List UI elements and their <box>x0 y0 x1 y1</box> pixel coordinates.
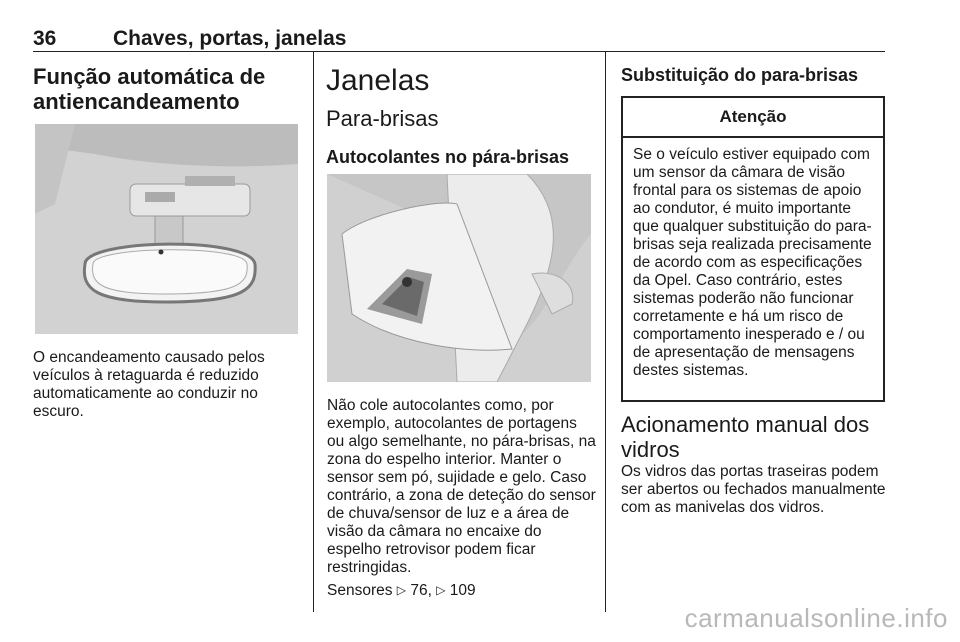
col3-heading-minor: Substituição do para-brisas <box>621 65 859 85</box>
watermark: carmanualsonline.info <box>684 603 948 633</box>
col1-body: O encandeamento causado pelos veículos à retaguarda é reduzido automaticamente ao conduzir no escuro. <box>33 349 265 420</box>
reference-arrow-icon: ▷ <box>436 583 446 597</box>
mirror-illustration-svg <box>35 124 298 334</box>
caution-box <box>621 96 885 402</box>
col2-heading-main: Janelas <box>326 64 430 97</box>
reference-arrow-icon: ▷ <box>396 583 407 597</box>
page-number: 36 <box>33 27 57 50</box>
ref-link-76[interactable]: 76, <box>410 582 432 599</box>
sensor-references <box>327 581 597 600</box>
refs-label: Sensores <box>327 582 393 599</box>
caution-title: Atenção <box>623 98 883 138</box>
col2-heading-sub: Para-brisas <box>326 106 439 131</box>
section-title: Chaves, portas, janelas <box>113 27 347 50</box>
windscreen-sensor-svg <box>327 174 591 382</box>
mirror-illustration <box>35 124 298 334</box>
col3-body: Os vidros das portas traseiras podem ser abertos ou fechados manualmente com as manivelas dos vidros. <box>621 463 886 516</box>
header-rule <box>33 51 885 52</box>
col3-heading-mid: Acionamento manual dos vidros <box>621 412 870 462</box>
col2-heading-minor: Autocolantes no pára-brisas <box>326 147 570 167</box>
column-divider-2 <box>605 52 606 612</box>
col1-heading: Função automática de antiencandeamento <box>33 64 266 114</box>
windscreen-sensor-illustration <box>327 174 591 382</box>
caution-body: Se o veículo estiver equipado com um sensor da câmara de visão frontal para os sistemas de apoio ao condutor, é muito importante que qualquer substituição do para-brisas seja realizada precisamente de acordo com as especificações da Opel. Caso contrário, estes sistemas poderão não funcionar corretamente e há um risco de comportamento inesperado e / ou de apresentação de mensagens destes sistemas. <box>633 146 872 379</box>
ref-link-109[interactable]: 109 <box>449 582 476 599</box>
col2-body: Não cole autocolantes como, por exemplo, autocolantes de portagens ou algo semelhante, no pára-brisas, na zona do espelho interior. Manter o sensor sem pó, sujidade e gelo. Caso contrário, a zona de deteção do sensor de chuva/sensor de luz e a área de visão da câmara no encaixe do espelho retrovisor podem ficar restringidas. <box>327 397 596 576</box>
column-divider-1 <box>313 52 314 612</box>
